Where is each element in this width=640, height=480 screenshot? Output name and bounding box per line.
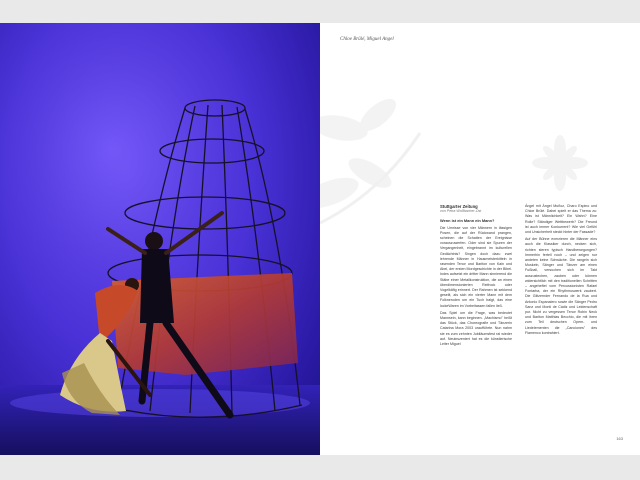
- article-paragraph: Die Umrisse von vier Männern in lässigen Posen, die auf der Rückwand prangen, scheinen die Schatten der Ereignisse vorauszuwerfen. Oder sind sie Spuren der Vergangenheit, eingebrannt im kulturellen Gedächtnis? Singen doch dazu zwei lehrende Männer in Hausmeisterkitteln in rasenden Tenor und Bariton von Kain und Abel, der ersten Mordgeschichte in der Bibel. Indes aufsetzt ein dritter Mann sinnierend die Stäbe einer Metallkonstruktion, die an einen überdimensionierten Reifrock oder Vogelkäfig erinnert. Der Rahmen ist sekkend geseilt, als sich ein vierter Mann mit dem Folkneroden um ein Tuch balgt, das eine lockeWaren im Vorbeitassen fallen ließ.: [440, 225, 512, 308]
- article-paragraph: Auf der Bühne exerzieren die Männer eins auch die Klassiker durch, necken sich, richten steren typisch Handbewegungen? Immerhin fertell noch – und zeigen nur andeten keine Schwäche. Die rangeln sich Muskeln, Sänger und Tänzer am einen Fußball, versuchen sich im Takt auszustechen, zauben oder können widersichtlich mit den traditionellen Schritten – angeheftet vom Percussionisten Rafael Fontarba, der ein Rhythmuswerk zaubert. Die Glitzernder Fernando de la Rua und Antonio Espanalero sowie die Sänger Pedro Sanz und Monti de Cádiz und Leidenschaft pur. Nicht zu vergessen Tenor Robin Neck und Bariton Matthias Becchio, die mit ihren zum Teil deutschen Opern- und Liedelementen die „Canciones" des Flamenco kontrahiert.: [525, 237, 597, 335]
- article-column-1: [440, 204, 512, 349]
- magazine-spread: [0, 23, 640, 455]
- page-number: 163: [616, 436, 623, 441]
- article-paragraph: Ángel mit Ángel Muñoz, Charo Espino und Chloe Brûlé. Dabei spielt er das Thema zu: Was ist Männlichkeit? Ein Wahn? Eine Rolle? Ständiger Wettbewerb? Die Freund ist auch immer Konkurrent? Wie viel Gefühl und Unsicherheit steckt hinter der Fassade?: [525, 204, 597, 235]
- left-page-photo: [0, 23, 320, 455]
- article-byline: von Petra Wolfbacher-Ost: [440, 209, 482, 214]
- dance-performance-photo: [0, 23, 320, 455]
- article-column-2: [525, 204, 597, 338]
- article-headline: Wenn ist ein Mann ein Mann?: [440, 218, 495, 224]
- article-source: Stuttgarter Zeitung: [440, 204, 478, 209]
- fabric-drape: [112, 273, 298, 375]
- article-paragraph: Das Spiel um die Frage, was bedeutet Mannsein, kann beginnen. „Machismo" heißt das Stück, das Choreografie und Tänzerin Catarina Mora 2003 uraufführte. Nun nahm sie es zum zehnten Jubiläumsfest ral wieder auf. Neuinszeniert hat es die künstlerische Leiter Miguel: [440, 310, 512, 347]
- right-page-text: [320, 23, 640, 455]
- photo-credit: Chloe Brûlé, Miguel Angel: [340, 37, 394, 42]
